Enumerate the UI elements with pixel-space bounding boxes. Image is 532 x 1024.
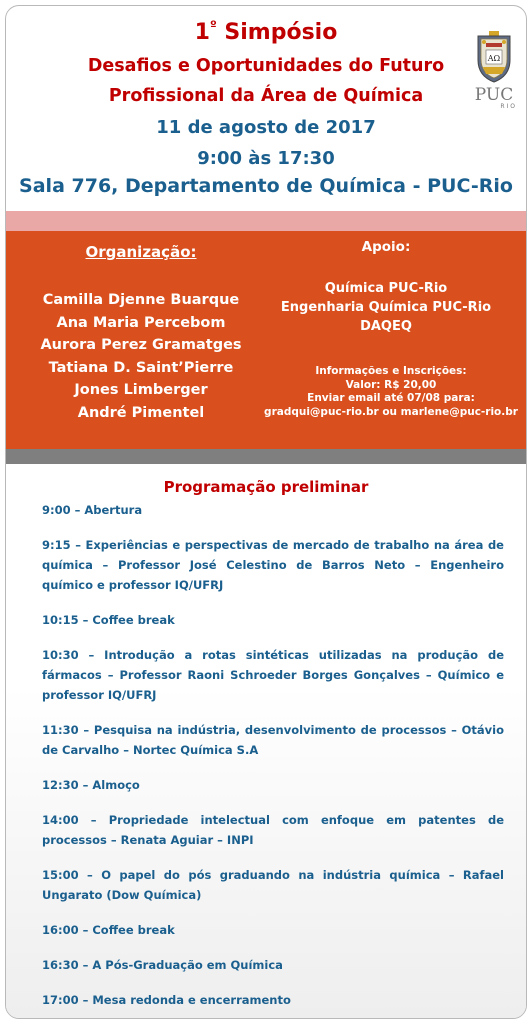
event-venue: Sala 776, Departamento de Química - PUC-Rio (19, 175, 513, 197)
logo-subtext: RIO (500, 103, 517, 110)
title-ordinal: º (209, 18, 217, 32)
pink-divider (6, 211, 526, 231)
organizer-name: Tatiana D. Saint’Pierre (48, 359, 234, 376)
program-item: 9:15 – Experiências e perspectivas de mercado de trabalho na área de química – Professor José Celestino de Barros Neto – Engenheiro químico e professor IQ/UFRJ (42, 538, 504, 592)
organizer-name: André Pimentel (77, 404, 205, 421)
puc-rio-logo (467, 30, 521, 122)
program-heading: Programação preliminar (163, 478, 369, 496)
event-time: 9:00 às 17:30 (197, 148, 335, 169)
program-item: 10:30 – Introdução a rotas sintéticas utilizadas na produção de fármacos – Professor Raoni Schroeder Borges Gonçalves – Químico e professor IQ/UFRJ (42, 648, 504, 702)
program-item: 14:00 – Propriedade intelectual com enfoque em patentes de processos – Renata Aguiar – INPI (42, 813, 504, 847)
registration-fee: Valor: R$ 20,00 (345, 378, 437, 391)
program-item: 11:30 – Pesquisa na indústria, desenvolvimento de processos – Otávio de Carvalho – Nortec Química S.A (42, 723, 504, 757)
supporter-name: Química PUC-Rio (324, 281, 448, 296)
registration-title: Informações e Inscrições: (315, 365, 467, 377)
gray-divider (6, 449, 526, 464)
support-list (256, 279, 516, 336)
program-list (42, 500, 504, 1019)
svg-text:AΩ: AΩ (487, 54, 501, 63)
title-word: Simpósio (216, 20, 338, 45)
symposium-title (6, 18, 526, 45)
logo-text: PUC (474, 85, 514, 105)
poster-frame (5, 5, 527, 1019)
poster-header (6, 6, 526, 211)
event-date: 11 de agosto de 2017 (156, 117, 376, 138)
supporter-name: DAQEQ (360, 319, 412, 334)
puc-rio-crest-icon (472, 30, 516, 84)
title-number: 1 (194, 20, 210, 45)
program-item: 12:30 – Almoço (42, 778, 140, 792)
organizer-name: Ana Maria Percebom (56, 314, 226, 331)
organizer-name: Aurora Perez Gramatges (40, 337, 242, 353)
registration-info (256, 365, 526, 419)
subtitle-line-2: Profissional da Área de Química (108, 86, 424, 106)
program-item: 9:00 – Abertura (42, 503, 143, 517)
registration-emails: gradqui@puc-rio.br ou marlene@puc-rio.br (264, 405, 518, 418)
organizer-list (6, 289, 276, 424)
registration-deadline: Enviar email até 07/08 para: (307, 392, 475, 404)
organization-heading: Organização: (85, 243, 197, 261)
program-item: 15:00 – O papel do pós graduando na indústria química – Rafael Ungarato (Dow Química) (42, 868, 504, 902)
support-heading: Apoio: (361, 239, 411, 255)
subtitle-line-1: Desafios e Oportunidades do Futuro (87, 56, 445, 76)
organization-panel (6, 231, 526, 449)
program-item: 16:30 – A Pós-Graduação em Química (42, 958, 283, 972)
organizer-name: Camilla Djenne Buarque (42, 292, 240, 308)
program-item: 17:00 – Mesa redonda e encerramento (42, 993, 291, 1007)
program-item: 16:00 – Coffee break (42, 923, 175, 937)
supporter-name: Engenharia Química PUC-Rio (280, 300, 492, 315)
program-item: 10:15 – Coffee break (42, 613, 175, 627)
program-section (6, 464, 526, 1019)
organizer-name: Jones Limberger (74, 382, 208, 398)
